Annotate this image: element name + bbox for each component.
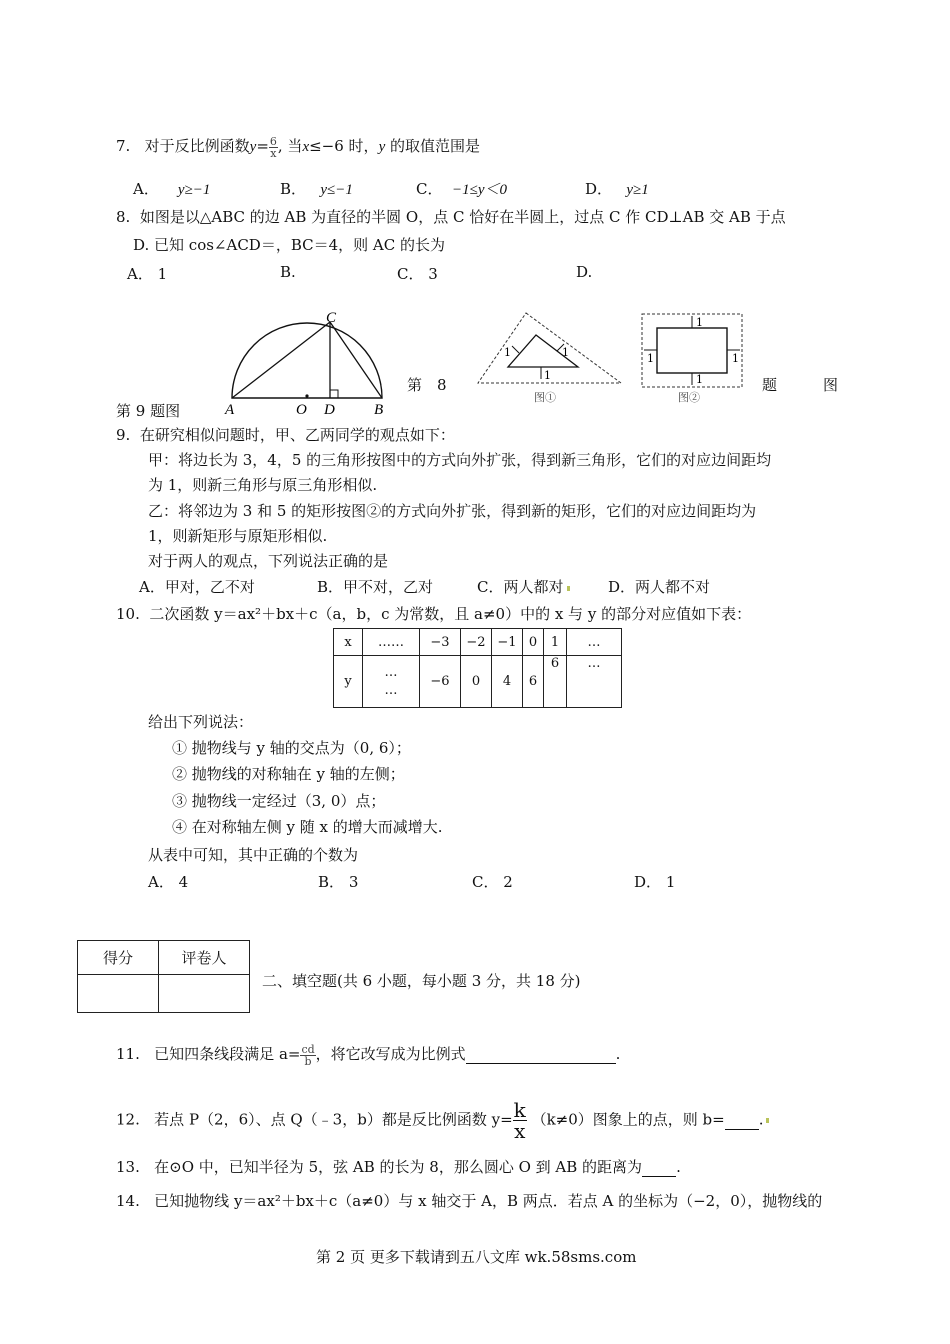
q7-option-a: A． y≥−1	[133, 180, 211, 198]
dist-left: 1	[504, 346, 511, 359]
section2-title: 二、填空题(共 6 小题，每小题 3 分，共 18 分)	[262, 972, 581, 990]
grader-label: 评卷人	[159, 941, 250, 975]
q12-fraction: $\frac{k}{x}$	[513, 1098, 526, 1143]
q7-option-b: B． y≤−1	[280, 180, 353, 198]
q11-answer-blank[interactable]	[466, 1045, 616, 1064]
q10-value-table	[333, 628, 622, 708]
q13: 13. 在⊙O 中，已知半径为 5，弦 AB 的长为 8，那么圆心 O 到 AB 的距离为 .	[116, 1158, 681, 1176]
label-b: B	[374, 402, 384, 418]
q12: 12. 若点 P（2，6）、点 Q（﹣3，b）都是反比例函数 y= $\frac{k}{x}$ （k≠0）图象上的点，则 b= .	[116, 1100, 772, 1141]
q7-option-d: D． y≥1	[585, 180, 649, 198]
q8-option-a: A． 1	[127, 265, 168, 283]
q10-claim-4: ④ 在对称轴左侧 y 随 x 的增大而减增大.	[172, 818, 443, 836]
q7-stem: 7. 对于反比例函数y= $\frac{6}{x}$ , 当x≤−6 时，y 的取值范围是	[116, 134, 481, 160]
q14: 14. 已知抛物线 y＝ax²＋bx＋c（a≠0）与 x 轴交于 A，B 两点．若点 A 的坐标为（−2，0），抛物线的	[116, 1192, 823, 1210]
fig1-caption: 图①	[534, 391, 556, 404]
q10-option-b: B． 3	[318, 873, 359, 891]
label-o: O	[296, 402, 307, 418]
figure-1-triangle	[474, 310, 626, 405]
dist-right: 1	[732, 352, 739, 365]
q8-option-d: D.	[576, 263, 593, 281]
q9-option-a: A．甲对，乙不对	[139, 578, 255, 596]
dist-left: 1	[647, 352, 654, 365]
figure-2-rectangle	[638, 310, 746, 405]
score-cell[interactable]	[78, 975, 159, 1013]
segment-ac	[232, 322, 330, 398]
q8-option-c: C． 3	[397, 265, 438, 283]
q13-answer-blank[interactable]	[642, 1158, 676, 1177]
q10-claim-3: ③ 抛物线一定经过（3, 0）点；	[172, 792, 386, 810]
q8-stem-line1: 8. 如图是以△ABC 的边 AB 为直径的半圆 O，点 C 恰好在半圆上，过点 C 作 CD⊥AB 交 AB 于点	[116, 208, 786, 226]
page-footer: 第 2 页 更多下载请到五八文库 wk.58sms.com	[316, 1248, 637, 1266]
inner-rectangle	[657, 328, 727, 373]
q9-option-b: B．甲不对，乙对	[317, 578, 434, 596]
q10-claim-1: ① 抛物线与 y 轴的交点为（0, 6）；	[172, 739, 411, 757]
fig2-caption: 图②	[678, 391, 700, 404]
q10-given: 给出下列说法：	[148, 713, 254, 731]
caption-fig9: 第 9 题图	[116, 402, 181, 420]
dist-right: 1	[562, 346, 569, 359]
q10-claim-2: ② 抛物线的对称轴在 y 轴的左侧；	[172, 765, 405, 783]
q9-option-d: D．两人都不对	[608, 578, 711, 596]
caption-fig8: 第 8	[407, 376, 447, 394]
semicircle-arc	[232, 323, 382, 398]
decor-dot	[567, 586, 570, 591]
caption-fig8-tu: 图	[823, 376, 839, 394]
q12-answer-blank[interactable]	[725, 1111, 759, 1130]
q8-option-b: B.	[280, 263, 296, 281]
q9-yi-line1: 乙：将邻边为 3 和 5 的矩形按图②的方式向外扩张，得到新的矩形，它们的对应边间距均为	[148, 502, 757, 520]
label-d: D	[324, 402, 335, 418]
arrow-left	[512, 346, 519, 353]
dist-bottom: 1	[696, 373, 703, 386]
q9-option-c: C．两人都对	[477, 576, 573, 597]
q8-stem-line2: D. 已知 cos∠ACD＝，BC＝4，则 AC 的长为	[133, 236, 445, 254]
q9-ask: 对于两人的观点，下列说法正确的是	[148, 552, 389, 570]
decor-dot	[766, 1118, 769, 1123]
dist-bottom: 1	[544, 369, 551, 382]
table-row-y: y … … −6 0 4 6 6 …	[334, 656, 622, 708]
q9-stem: 9. 在研究相似问题时，甲、乙两同学的观点如下：	[116, 426, 455, 444]
label-a: A	[225, 402, 235, 418]
table-row-x: x …… −3 −2 −1 0 1 …	[334, 629, 622, 656]
dist-top: 1	[696, 316, 703, 329]
q9-yi-line2: 1，则新矩形与原矩形相似.	[148, 527, 328, 545]
q11: 11. 已知四条线段满足 a= $\frac{cd}{b}$ ，将它改写成为比例式 .	[116, 1042, 621, 1068]
q11-fraction: $\frac{cd}{b}$	[301, 1042, 315, 1068]
q10-option-c: C． 2	[472, 873, 513, 891]
q10-option-a: A． 4	[148, 873, 189, 891]
q7-option-c: C． −1≤y＜0	[416, 180, 508, 198]
segment-bc	[330, 322, 382, 398]
q10-option-d: D． 1	[634, 873, 676, 891]
score-box	[77, 940, 250, 1013]
q10-stem: 10. 二次函数 y＝ax²＋bx＋c（a，b，c 为常数，且 a≠0）中的 x 与 y 的部分对应值如下表：	[116, 605, 752, 623]
label-c: C	[326, 310, 337, 326]
center-point-o	[305, 394, 308, 397]
q9-jia-line1: 甲：将边长为 3，4，5 的三角形按图中的方式向外扩张，得到新三角形，它们的对应边间距均	[148, 451, 772, 469]
q9-jia-line2: 为 1，则新三角形与原三角形相似.	[148, 476, 378, 494]
grader-cell[interactable]	[159, 975, 250, 1013]
right-angle-mark	[330, 390, 338, 398]
score-label: 得分	[78, 941, 159, 975]
caption-fig8-ti: 题	[762, 376, 778, 394]
q7-fraction: $\frac{6}{x}$	[269, 134, 277, 160]
semicircle-figure	[220, 310, 395, 420]
q10-ask: 从表中可知，其中正确的个数为	[148, 846, 359, 864]
